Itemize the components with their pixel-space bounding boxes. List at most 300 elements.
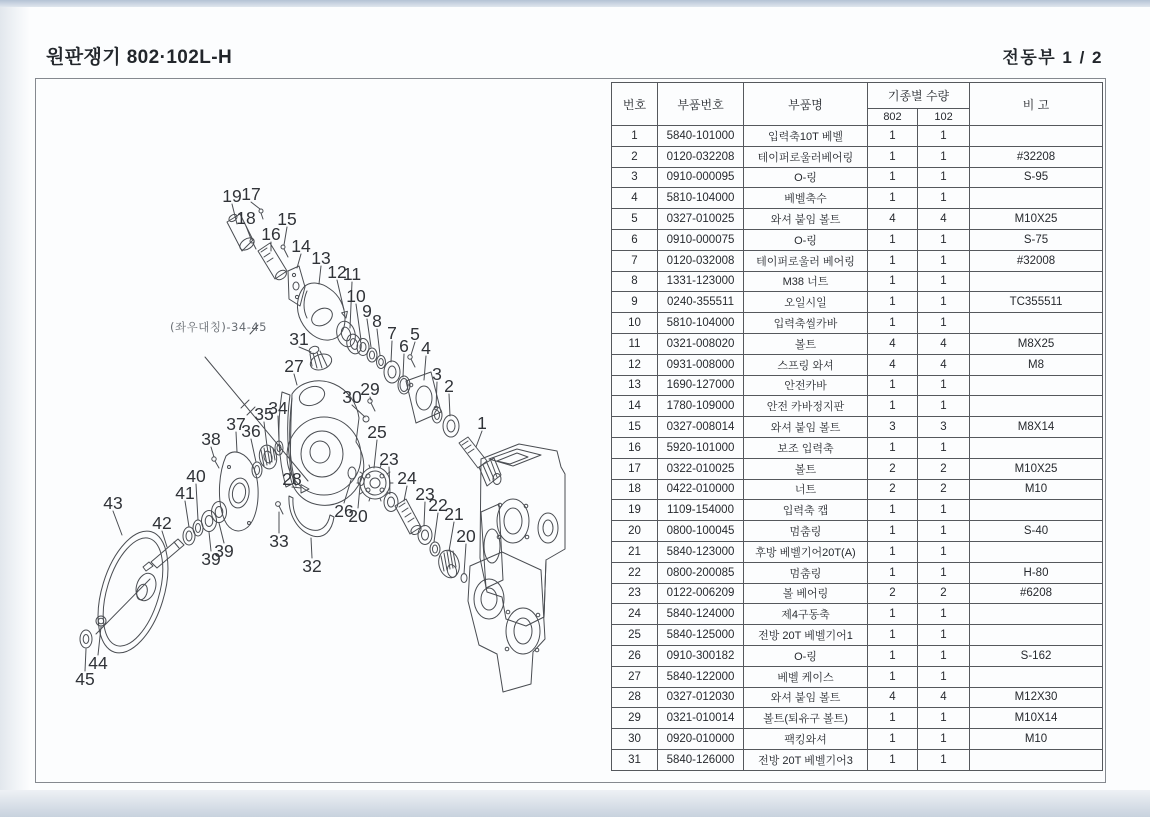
cell-name: 입력축10T 베벨 [744,126,868,147]
cell-no: 5 [612,209,658,230]
table-row [612,396,1103,417]
cell-q102: 1 [918,375,970,396]
table-row [612,229,1103,250]
leader-line [434,513,438,542]
callout-labels [75,184,487,689]
cell-pn: 0920-010000 [658,729,744,750]
cell-rm: #32008 [970,250,1103,271]
table-row [612,354,1103,375]
part-number-label: 21 [444,504,464,524]
col-header-no: 번호 [612,83,658,126]
table-row [612,292,1103,313]
part-number-label: 22 [428,495,448,515]
cell-pn: 0120-032208 [658,146,744,167]
table-row [612,437,1103,458]
cell-rm: #6208 [970,583,1103,604]
part-number-label: 4 [421,338,431,358]
leader-line [185,501,189,527]
col-header-qty-group: 기종별 수량 [868,83,970,109]
cell-no: 18 [612,479,658,500]
cell-q802: 1 [868,541,918,562]
cell-pn: 0327-012030 [658,687,744,708]
table-row [612,375,1103,396]
part-number-label: 3 [432,364,442,384]
cell-q102: 1 [918,250,970,271]
cell-no: 10 [612,313,658,334]
table-row [612,583,1103,604]
cell-rm [970,313,1103,334]
cell-no: 9 [612,292,658,313]
table-row [612,188,1103,209]
cell-name: 베벨축수 [744,188,868,209]
cell-q802: 1 [868,604,918,625]
leader-line [424,502,425,526]
part-number-label: 30 [342,387,362,407]
cell-q802: 1 [868,126,918,147]
cell-q802: 1 [868,645,918,666]
cell-q802: 1 [868,292,918,313]
cell-q102: 1 [918,521,970,542]
part-number-label: 29 [360,379,380,399]
cell-q102: 1 [918,271,970,292]
cell-name: 와셔 붙임 볼트 [744,687,868,708]
cell-rm [970,375,1103,396]
cell-q102: 1 [918,292,970,313]
cell-name: 오일시일 [744,292,868,313]
cell-pn: 0321-008020 [658,333,744,354]
cell-no: 19 [612,500,658,521]
leader-line [113,511,122,535]
cell-rm [970,396,1103,417]
col-header-part-no: 부품번호 [658,83,744,126]
part-number-label: 2 [444,376,454,396]
cell-name: O-링 [744,645,868,666]
table-row [612,146,1103,167]
cell-q802: 1 [868,146,918,167]
part-number-label: 8 [372,311,382,331]
cell-q802: 4 [868,333,918,354]
col-header-part-name: 부품명 [744,83,868,126]
cell-no: 17 [612,458,658,479]
part-number-label: 19 [222,186,242,206]
cell-pn: 0800-200085 [658,562,744,583]
cell-pn: 1109-154000 [658,500,744,521]
cell-no: 27 [612,666,658,687]
leader-line [264,422,267,446]
part-number-label: 17 [241,184,261,204]
part-number-label: 28 [282,469,302,489]
cell-rm: M10X25 [970,458,1103,479]
part-number-label: 34 [268,398,288,418]
part-number-label: 16 [261,224,281,244]
cell-name: O-링 [744,229,868,250]
cell-name: M38 너트 [744,271,868,292]
cell-q102: 1 [918,229,970,250]
cell-q102: 1 [918,749,970,770]
table-row [612,313,1103,334]
leader-line [356,304,361,340]
cell-q802: 1 [868,708,918,729]
leader-line [449,522,454,551]
cell-pn: 0910-000095 [658,167,744,188]
cell-q802: 3 [868,417,918,438]
leader-line [403,354,404,377]
table-row [612,458,1103,479]
page-title: 원판쟁기 802·102L-H [46,47,233,68]
cell-rm: TC355511 [970,292,1103,313]
table-row [612,126,1103,147]
part-number-label: 27 [284,356,304,376]
cell-name: 보조 입력축 [744,437,868,458]
table-row [612,209,1103,230]
leader-line [358,486,360,508]
part-number-label: 41 [175,483,195,503]
cell-name: 볼트 [744,458,868,479]
cell-rm: M10X14 [970,708,1103,729]
cell-name: 제4구동축 [744,604,868,625]
table-row [612,479,1103,500]
leader-line [219,523,224,543]
cell-rm [970,437,1103,458]
table-row [612,645,1103,666]
cell-pn: 0910-000075 [658,229,744,250]
cell-name: 멈춤링 [744,521,868,542]
cell-pn: 1331-123000 [658,271,744,292]
table-row [612,167,1103,188]
section-title: 전동부 1 / 2 [1002,48,1103,67]
cell-pn: 5810-104000 [658,313,744,334]
part-number-label: 32 [302,556,322,576]
cell-q102: 1 [918,188,970,209]
part-number-label: 1 [477,413,487,433]
leader-line [424,356,426,380]
cell-pn: 0240-355511 [658,292,744,313]
table-row [612,729,1103,750]
cell-no: 15 [612,417,658,438]
cell-rm: M10 [970,479,1103,500]
cell-pn: 0322-010025 [658,458,744,479]
table-row [612,417,1103,438]
part-number-label: 10 [346,286,366,306]
cell-rm: S-95 [970,167,1103,188]
cell-name: 스프링 와셔 [744,354,868,375]
cell-q102: 4 [918,209,970,230]
cell-q102: 1 [918,167,970,188]
cell-no: 20 [612,521,658,542]
leader-line [344,480,351,503]
cell-pn: 0120-032008 [658,250,744,271]
part-number-label: 14 [291,236,311,256]
cell-no: 28 [612,687,658,708]
cell-q802: 4 [868,354,918,375]
cell-name: 테이퍼로울러베어링 [744,146,868,167]
cell-pn: 5840-122000 [658,666,744,687]
part-number-label: 9 [362,301,372,321]
table-row [612,250,1103,271]
leader-line [311,538,312,558]
cell-no: 7 [612,250,658,271]
cell-q802: 1 [868,250,918,271]
cell-name: 볼트 [744,333,868,354]
cell-q102: 1 [918,604,970,625]
cell-q802: 1 [868,666,918,687]
cell-q802: 1 [868,188,918,209]
part-number-label: 35 [254,404,274,424]
cell-rm: M12X30 [970,687,1103,708]
part-number-label: 40 [186,466,206,486]
table-row [612,604,1103,625]
cell-no: 25 [612,625,658,646]
part-number-label: 7 [387,323,397,343]
cell-name: 입력축 캡 [744,500,868,521]
table-row [612,562,1103,583]
part-number-label: 6 [399,336,409,356]
table-row [612,271,1103,292]
cell-name: 베벨 케이스 [744,666,868,687]
table-body [612,126,1103,771]
leader-line [251,439,256,462]
cell-rm [970,604,1103,625]
cell-q102: 1 [918,313,970,334]
cell-pn: 0931-008000 [658,354,744,375]
cell-pn: 5840-124000 [658,604,744,625]
cell-name: 테이퍼로울러 베어링 [744,250,868,271]
cell-q102: 1 [918,541,970,562]
part-number-label: 39 [201,549,221,569]
col-header-remark: 비 고 [970,83,1103,126]
leader-line [377,329,380,355]
table-row [612,666,1103,687]
part-number-label: 20 [348,506,368,526]
cell-q802: 1 [868,625,918,646]
part-number-label: 18 [236,208,256,228]
part-number-label: 23 [379,449,399,469]
cell-no: 12 [612,354,658,375]
cell-q802: 1 [868,396,918,417]
cell-no: 3 [612,167,658,188]
cell-q802: 4 [868,209,918,230]
cell-no: 4 [612,188,658,209]
cell-q102: 1 [918,562,970,583]
table-row [612,333,1103,354]
table-row [612,708,1103,729]
leader-line [236,432,237,452]
part-number-label: 38 [201,429,221,449]
cell-no: 8 [612,271,658,292]
part-number-label: 25 [367,422,387,442]
cell-pn: 5810-104000 [658,188,744,209]
cell-q802: 1 [868,562,918,583]
cell-q102: 1 [918,625,970,646]
leader-line [436,382,437,408]
cell-name: 와셔 붙임 볼트 [744,417,868,438]
cell-q802: 1 [868,437,918,458]
part-number-label: 5 [410,324,420,344]
cell-no: 21 [612,541,658,562]
cell-name: 안전 카바정지판 [744,396,868,417]
cell-pn: 0327-010025 [658,209,744,230]
part-number-label: 36 [241,421,261,441]
cell-no: 2 [612,146,658,167]
part-number-label: 45 [75,669,95,689]
part-number-label: 13 [311,248,331,268]
cell-rm [970,271,1103,292]
part-number-label: 31 [289,329,309,349]
cell-q802: 1 [868,271,918,292]
cell-rm: H-80 [970,562,1103,583]
cell-rm [970,749,1103,770]
cell-rm: S-75 [970,229,1103,250]
part-number-label: 20 [456,526,476,546]
cell-q802: 1 [868,167,918,188]
cell-q802: 1 [868,229,918,250]
leader-line [367,319,371,347]
cell-no: 24 [612,604,658,625]
symmetry-annotation: (좌우대칭)-34-45 [170,320,267,334]
cell-rm [970,666,1103,687]
cell-pn: 0122-006209 [658,583,744,604]
part-number-label: 23 [415,484,435,504]
cell-pn: 1780-109000 [658,396,744,417]
cell-q102: 2 [918,479,970,500]
disc-assembly [80,441,283,661]
cell-pn: 5920-101000 [658,437,744,458]
leader-line [464,544,466,574]
cell-no: 31 [612,749,658,770]
table-header [612,83,1103,126]
leader-line [476,431,482,447]
leader-line [449,394,450,416]
parts-table [611,82,1103,771]
cell-name: 볼 베어링 [744,583,868,604]
cell-pn: 5840-125000 [658,625,744,646]
table-row [612,687,1103,708]
leader-line [319,266,321,284]
cell-q102: 1 [918,729,970,750]
cell-no: 26 [612,645,658,666]
cell-q102: 1 [918,126,970,147]
leader-line [196,484,198,520]
leader-line [284,227,287,245]
leader-line [374,440,377,468]
cell-rm [970,500,1103,521]
cell-no: 30 [612,729,658,750]
cell-pn: 0910-300182 [658,645,744,666]
cell-q102: 1 [918,645,970,666]
cell-name: 와셔 붙임 볼트 [744,209,868,230]
cell-rm: S-40 [970,521,1103,542]
cell-no: 13 [612,375,658,396]
part-number-label: 42 [152,513,172,533]
cell-rm: M8X14 [970,417,1103,438]
cell-name: 멈춤링 [744,562,868,583]
part-number-label: 15 [277,209,297,229]
cell-q102: 2 [918,583,970,604]
part-number-label: 44 [88,653,108,673]
cell-q102: 1 [918,666,970,687]
cell-q102: 1 [918,396,970,417]
cell-rm: S-162 [970,645,1103,666]
cell-pn: 5840-126000 [658,749,744,770]
cell-q802: 1 [868,729,918,750]
cell-q102: 4 [918,687,970,708]
table-row [612,541,1103,562]
cell-rm [970,625,1103,646]
part-number-label: 39 [214,541,234,561]
cell-q802: 4 [868,687,918,708]
cell-q802: 1 [868,375,918,396]
part-number-label: 11 [342,264,362,284]
part-number-label: 12 [327,262,347,282]
cell-name: 볼트(퇴유구 볼트) [744,708,868,729]
col-header-802: 802 [868,109,918,126]
cell-rm [970,541,1103,562]
cell-name: 후방 베벨기어20T(A) [744,541,868,562]
cell-rm [970,188,1103,209]
cell-no: 16 [612,437,658,458]
cell-q802: 2 [868,583,918,604]
cell-q802: 2 [868,458,918,479]
leader-line [85,649,86,671]
table-row [612,521,1103,542]
cell-q802: 1 [868,500,918,521]
part-number-label: 43 [103,493,123,513]
cell-no: 29 [612,708,658,729]
cell-name: 입력축씰카바 [744,313,868,334]
cell-pn: 0800-100045 [658,521,744,542]
cell-pn: 0422-010000 [658,479,744,500]
cell-no: 11 [612,333,658,354]
cell-q102: 4 [918,333,970,354]
cell-name: 팩킹와셔 [744,729,868,750]
cell-q102: 1 [918,708,970,729]
cell-q102: 1 [918,146,970,167]
cell-q802: 2 [868,479,918,500]
cell-q802: 1 [868,313,918,334]
cell-no: 6 [612,229,658,250]
cell-name: 전방 20T 베벨기어3 [744,749,868,770]
cell-rm: M10X25 [970,209,1103,230]
gearbox-body [468,444,565,692]
cell-no: 23 [612,583,658,604]
cell-name: 전방 20T 베벨기어1 [744,625,868,646]
cell-pn: 5840-101000 [658,126,744,147]
cell-rm: M8X25 [970,333,1103,354]
cell-q102: 1 [918,500,970,521]
table-row [612,500,1103,521]
leader-line [391,341,392,362]
cell-no: 1 [612,126,658,147]
cell-q102: 2 [918,458,970,479]
cell-q802: 1 [868,521,918,542]
cell-pn: 1690-127000 [658,375,744,396]
cell-no: 14 [612,396,658,417]
col-header-102: 102 [918,109,970,126]
cell-rm: #32208 [970,146,1103,167]
cell-rm: M10 [970,729,1103,750]
part-number-label: 33 [269,531,289,551]
leader-line [337,280,344,310]
cell-name: 안전카바 [744,375,868,396]
cell-pn: 5840-123000 [658,541,744,562]
cell-pn: 0321-010014 [658,708,744,729]
cell-q802: 1 [868,749,918,770]
cell-no: 22 [612,562,658,583]
part-number-label: 24 [397,468,417,488]
table-row [612,749,1103,770]
cell-name: O-링 [744,167,868,188]
part-number-label: 26 [334,501,354,521]
